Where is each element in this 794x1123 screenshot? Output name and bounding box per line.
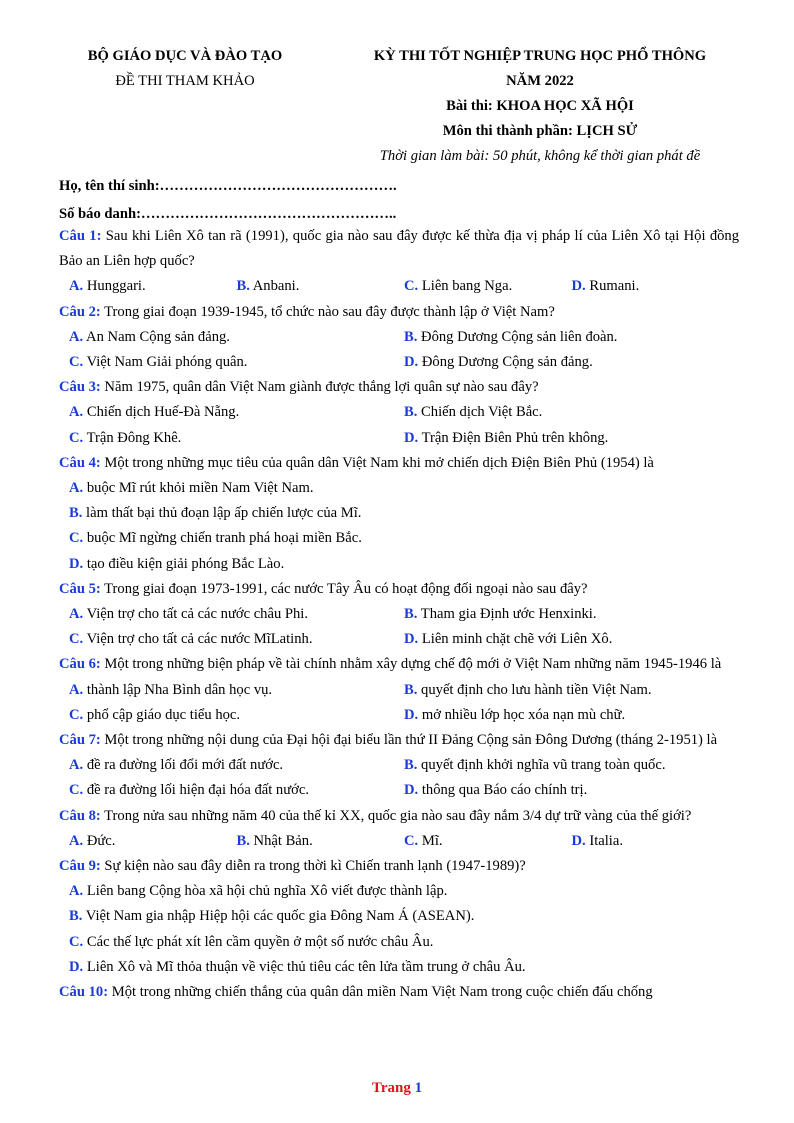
option-text: Đông Dương Cộng sản liên đoàn. xyxy=(421,328,618,345)
option-text: làm thất bại thủ đoạn lập ấp chiến lược của Mĩ. xyxy=(86,505,362,522)
option-text: buộc Mĩ rút khỏi miền Nam Việt Nam. xyxy=(86,480,314,497)
option-text: quyết định cho lưu hành tiền Việt Nam. xyxy=(421,681,652,698)
answer-option xyxy=(404,678,739,703)
question-text: Trong giai đoạn 1939-1945, tổ chức nào sau đây được thành lập ở Việt Nam? xyxy=(104,303,555,320)
option-row xyxy=(59,955,739,980)
answer-option xyxy=(69,955,739,980)
question-stem xyxy=(59,652,739,677)
question-stem xyxy=(59,804,739,829)
option-letter: D. xyxy=(404,354,419,371)
question-list xyxy=(59,224,739,1005)
question xyxy=(59,980,739,1005)
option-row xyxy=(59,274,739,299)
question-text: Một trong những chiến thắng của quân dân miền Nam Việt Nam trong cuộc chiến đấu chống xyxy=(111,984,653,1001)
option-letter: C. xyxy=(69,429,84,446)
option-text: Liên minh chặt chẽ với Liên Xô. xyxy=(421,631,613,648)
option-letter: C. xyxy=(69,782,84,799)
question xyxy=(59,577,739,653)
option-letter: D. xyxy=(69,555,84,572)
option-row xyxy=(59,879,739,904)
option-letter: A. xyxy=(69,480,84,497)
option-letter: B. xyxy=(236,832,250,849)
option-text: Mĩ. xyxy=(421,832,443,849)
answer-option xyxy=(69,274,237,299)
option-text: Italia. xyxy=(589,832,623,849)
answer-option xyxy=(69,904,739,929)
option-text: phổ cập giáo dục tiểu học. xyxy=(86,706,241,723)
option-text: mở nhiều lớp học xóa nạn mù chữ. xyxy=(421,706,626,723)
option-row xyxy=(59,400,739,425)
question-number: Câu 2: xyxy=(59,303,101,320)
answer-option xyxy=(404,627,739,652)
option-text: Liên bang Nga. xyxy=(421,278,513,295)
option-text: đề ra đường lối hiện đại hóa đất nước. xyxy=(86,782,309,799)
question-number: Câu 1: xyxy=(59,228,102,244)
option-text: Anbani. xyxy=(252,278,300,295)
question-stem xyxy=(59,300,739,325)
answer-option xyxy=(69,400,404,425)
answer-option xyxy=(404,703,739,728)
answer-option xyxy=(69,678,404,703)
option-row xyxy=(59,703,739,728)
option-text: Đông Dương Cộng sản đảng. xyxy=(421,354,593,371)
time-allowed: Thời gian làm bài: 50 phút, không kể thời gian phát đề xyxy=(379,148,701,164)
answer-option xyxy=(69,602,404,627)
option-letter: B. xyxy=(404,404,418,421)
option-letter: A. xyxy=(69,883,84,900)
answer-option xyxy=(404,829,572,854)
question-text: Một trong những nội dung của Đại hội đại biểu lần thứ II Đảng Cộng sản Đông Dương (tháng 2-1951) là xyxy=(104,732,718,749)
option-letter: C. xyxy=(69,933,84,950)
page-number: 1 xyxy=(414,1080,423,1096)
answer-option xyxy=(404,400,739,425)
option-letter: B. xyxy=(69,908,83,925)
option-letter: D. xyxy=(404,706,419,723)
option-text: Viện trợ cho tất cả các nước châu Phi. xyxy=(86,606,309,623)
question xyxy=(59,451,739,577)
option-row xyxy=(59,678,739,703)
option-text: Liên Xô và Mĩ thỏa thuận về việc thủ tiêu các tên lửa tầm trung ở châu Âu. xyxy=(86,958,526,975)
option-text: Trận Điện Biên Phủ trên không. xyxy=(421,429,609,446)
question-text: Trong giai đoạn 1973-1991, các nước Tây Âu có hoạt động đối ngoại nào sau đây? xyxy=(104,580,588,597)
answer-option xyxy=(69,325,404,350)
question-stem xyxy=(59,224,739,274)
option-text: Nhật Bản. xyxy=(253,832,313,849)
answer-option xyxy=(404,602,739,627)
question-number: Câu 4: xyxy=(59,454,101,471)
answer-option xyxy=(404,426,739,451)
answer-option xyxy=(404,325,739,350)
question-text: Trong nửa sau những năm 40 của thế kỉ XX, quốc gia nào sau đây nắm 3/4 dự trữ vàng của thế giới? xyxy=(104,807,692,824)
option-row xyxy=(59,602,739,627)
option-text: An Nam Cộng sản đảng. xyxy=(86,328,230,345)
question-number: Câu 5: xyxy=(59,580,101,597)
question-number: Câu 7: xyxy=(59,732,101,749)
option-letter: D. xyxy=(571,832,586,849)
question xyxy=(59,224,739,300)
option-letter: B. xyxy=(404,328,418,345)
answer-option xyxy=(69,627,404,652)
header-right xyxy=(330,44,750,169)
option-letter: A. xyxy=(69,681,84,698)
question-text: Một trong những mục tiêu của quân dân Việt Nam khi mở chiến dịch Điện Biên Phủ (1954) là xyxy=(104,454,654,471)
question-stem xyxy=(59,577,739,602)
answer-option xyxy=(237,274,405,299)
option-letter: A. xyxy=(69,757,84,774)
option-text: Việt Nam gia nhập Hiệp hội các quốc gia Đông Nam Á (ASEAN). xyxy=(85,908,475,925)
answer-option xyxy=(404,274,572,299)
option-row xyxy=(59,829,739,854)
answer-option xyxy=(69,753,404,778)
option-text: Việt Nam Giải phóng quân. xyxy=(86,354,248,371)
question-stem xyxy=(59,980,739,1005)
option-row xyxy=(59,552,739,577)
exam-type: ĐỀ THI THAM KHẢO xyxy=(115,73,255,89)
answer-option xyxy=(69,930,739,955)
option-letter: D. xyxy=(404,782,419,799)
question-number: Câu 10: xyxy=(59,984,109,1001)
answer-option xyxy=(69,879,739,904)
question xyxy=(59,854,739,980)
question-text: Sau khi Liên Xô tan rã (1991), quốc gia nào sau đây được kế thừa địa vị pháp lí của Liên Xô tại Hội đồng Bảo an Liên hợp quốc? xyxy=(59,228,740,270)
option-letter: C. xyxy=(404,832,419,849)
option-letter: D. xyxy=(404,631,419,648)
option-row xyxy=(59,501,739,526)
answer-option xyxy=(69,426,404,451)
question xyxy=(59,375,739,451)
option-letter: B. xyxy=(69,505,83,522)
question-stem xyxy=(59,451,739,476)
option-letter: A. xyxy=(69,328,84,345)
option-row xyxy=(59,627,739,652)
option-letter: D. xyxy=(571,278,586,295)
option-row xyxy=(59,350,739,375)
option-text: tạo điều kiện giải phóng Bắc Lào. xyxy=(86,555,285,572)
option-letter: C. xyxy=(69,354,84,371)
question xyxy=(59,804,739,854)
option-row xyxy=(59,526,739,551)
page-footer xyxy=(0,1080,794,1097)
question-text: Năm 1975, quân dân Việt Nam giành được thắng lợi quân sự nào sau đây? xyxy=(104,379,539,396)
candidate-id-line: Số báo danh:…………………………………………….. xyxy=(59,206,397,222)
candidate-info xyxy=(59,172,739,228)
question xyxy=(59,300,739,376)
option-text: Viện trợ cho tất cả các nước MĩLatinh. xyxy=(86,631,313,648)
question-stem xyxy=(59,854,739,879)
exam-title: KỲ THI TỐT NGHIỆP TRUNG HỌC PHỔ THÔNG xyxy=(373,48,707,64)
option-letter: D. xyxy=(69,958,84,975)
answer-option xyxy=(69,552,739,577)
question-text: Sự kiện nào sau đây diễn ra trong thời kì Chiến tranh lạnh (1947-1989)? xyxy=(104,858,526,875)
option-text: Tham gia Định ước Henxinki. xyxy=(420,606,597,623)
option-text: Hunggari. xyxy=(86,278,146,295)
answer-option xyxy=(69,501,739,526)
exam-year: NĂM 2022 xyxy=(506,73,574,89)
option-row xyxy=(59,778,739,803)
answer-option xyxy=(69,778,404,803)
question-number: Câu 3: xyxy=(59,379,101,396)
answer-option xyxy=(69,476,739,501)
page-word: Trang xyxy=(371,1080,411,1096)
option-text: Đức. xyxy=(86,832,116,849)
candidate-name-line: Họ, tên thí sinh:…………………………………………. xyxy=(59,178,397,194)
option-row xyxy=(59,426,739,451)
question-number: Câu 6: xyxy=(59,656,101,673)
option-letter: C. xyxy=(404,278,419,295)
option-text: Chiến dịch Việt Bắc. xyxy=(421,404,543,421)
header-left xyxy=(70,44,300,94)
option-letter: B. xyxy=(404,681,418,698)
option-text: thông qua Báo cáo chính trị. xyxy=(421,782,588,799)
question xyxy=(59,652,739,728)
option-row xyxy=(59,325,739,350)
option-text: Liên bang Cộng hòa xã hội chủ nghĩa Xô viết được thành lập. xyxy=(86,883,448,900)
option-letter: C. xyxy=(69,631,84,648)
question xyxy=(59,728,739,804)
option-letter: B. xyxy=(404,606,418,623)
answer-option xyxy=(404,753,739,778)
option-letter: D. xyxy=(404,429,419,446)
answer-option xyxy=(404,350,739,375)
option-letter: C. xyxy=(69,530,84,547)
answer-option xyxy=(237,829,405,854)
subject-name: Môn thi thành phần: LỊCH SỬ xyxy=(442,123,638,139)
option-letter: B. xyxy=(404,757,418,774)
option-text: Trận Đông Khê. xyxy=(86,429,182,446)
question-text: Một trong những biện pháp về tài chính nhằm xây dựng chế độ mới ở Việt Nam những năm 1945-1946 là xyxy=(104,656,722,673)
option-row xyxy=(59,476,739,501)
answer-option xyxy=(572,829,740,854)
option-text: Các thế lực phát xít lên cầm quyền ở một số nước châu Âu. xyxy=(86,933,434,950)
answer-option xyxy=(404,778,739,803)
answer-option xyxy=(69,703,404,728)
option-letter: A. xyxy=(69,606,84,623)
question-number: Câu 9: xyxy=(59,858,101,875)
question-number: Câu 8: xyxy=(59,807,101,824)
option-letter: C. xyxy=(69,706,84,723)
option-text: đề ra đường lối đổi mới đất nước. xyxy=(86,757,284,774)
answer-option xyxy=(69,829,237,854)
option-text: quyết định khởi nghĩa vũ trang toàn quốc. xyxy=(421,757,666,774)
option-row xyxy=(59,753,739,778)
option-row xyxy=(59,930,739,955)
answer-option xyxy=(69,350,404,375)
paper-name: Bài thi: KHOA HỌC XÃ HỘI xyxy=(446,98,634,114)
option-text: buộc Mĩ ngừng chiến tranh phá hoại miền Bắc. xyxy=(86,530,362,547)
ministry-name: BỘ GIÁO DỤC VÀ ĐÀO TẠO xyxy=(87,48,283,64)
option-row xyxy=(59,904,739,929)
option-letter: A. xyxy=(69,404,84,421)
question-stem xyxy=(59,375,739,400)
option-text: thành lập Nha Bình dân học vụ. xyxy=(86,681,273,698)
option-text: Rumani. xyxy=(589,278,640,295)
answer-option xyxy=(572,274,740,299)
option-text: Chiến dịch Huế-Đà Nẵng. xyxy=(86,404,240,421)
answer-option xyxy=(69,526,739,551)
question-stem xyxy=(59,728,739,753)
option-letter: A. xyxy=(69,832,84,849)
option-letter: B. xyxy=(236,278,250,295)
option-letter: A. xyxy=(69,278,84,295)
